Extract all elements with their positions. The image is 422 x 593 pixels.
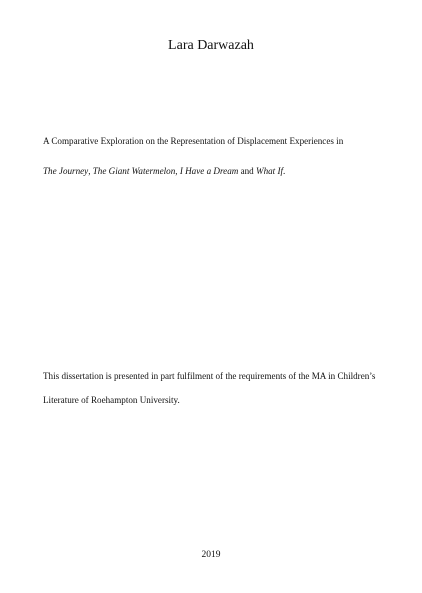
title-separator: , — [88, 166, 93, 176]
dissertation-title — [43, 126, 388, 186]
book-title-i-have-a-dream: I Have a Dream — [179, 166, 239, 176]
title-separator: and — [238, 166, 257, 176]
submission-year: 2019 — [201, 550, 221, 560]
title-separator: , — [175, 166, 180, 176]
book-title-what-if: What If — [256, 166, 284, 176]
submission-statement — [43, 364, 388, 412]
title-line-1: A Comparative Exploration on the Representation of Displacement Experiences in — [43, 136, 344, 146]
statement-line-2: Literature of Roehampton University. — [43, 395, 180, 405]
title-line-2 — [43, 156, 388, 186]
author-name: Lara Darwazah — [168, 38, 254, 53]
book-title-the-giant-watermelon: The Giant Watermelon — [92, 166, 176, 176]
book-title-the-journey: The Journey — [43, 166, 89, 176]
statement-line-1: This dissertation is presented in part fulfilment of the requirements of the MA in Children’s — [43, 371, 376, 381]
title-end-punctuation: . — [283, 166, 286, 176]
